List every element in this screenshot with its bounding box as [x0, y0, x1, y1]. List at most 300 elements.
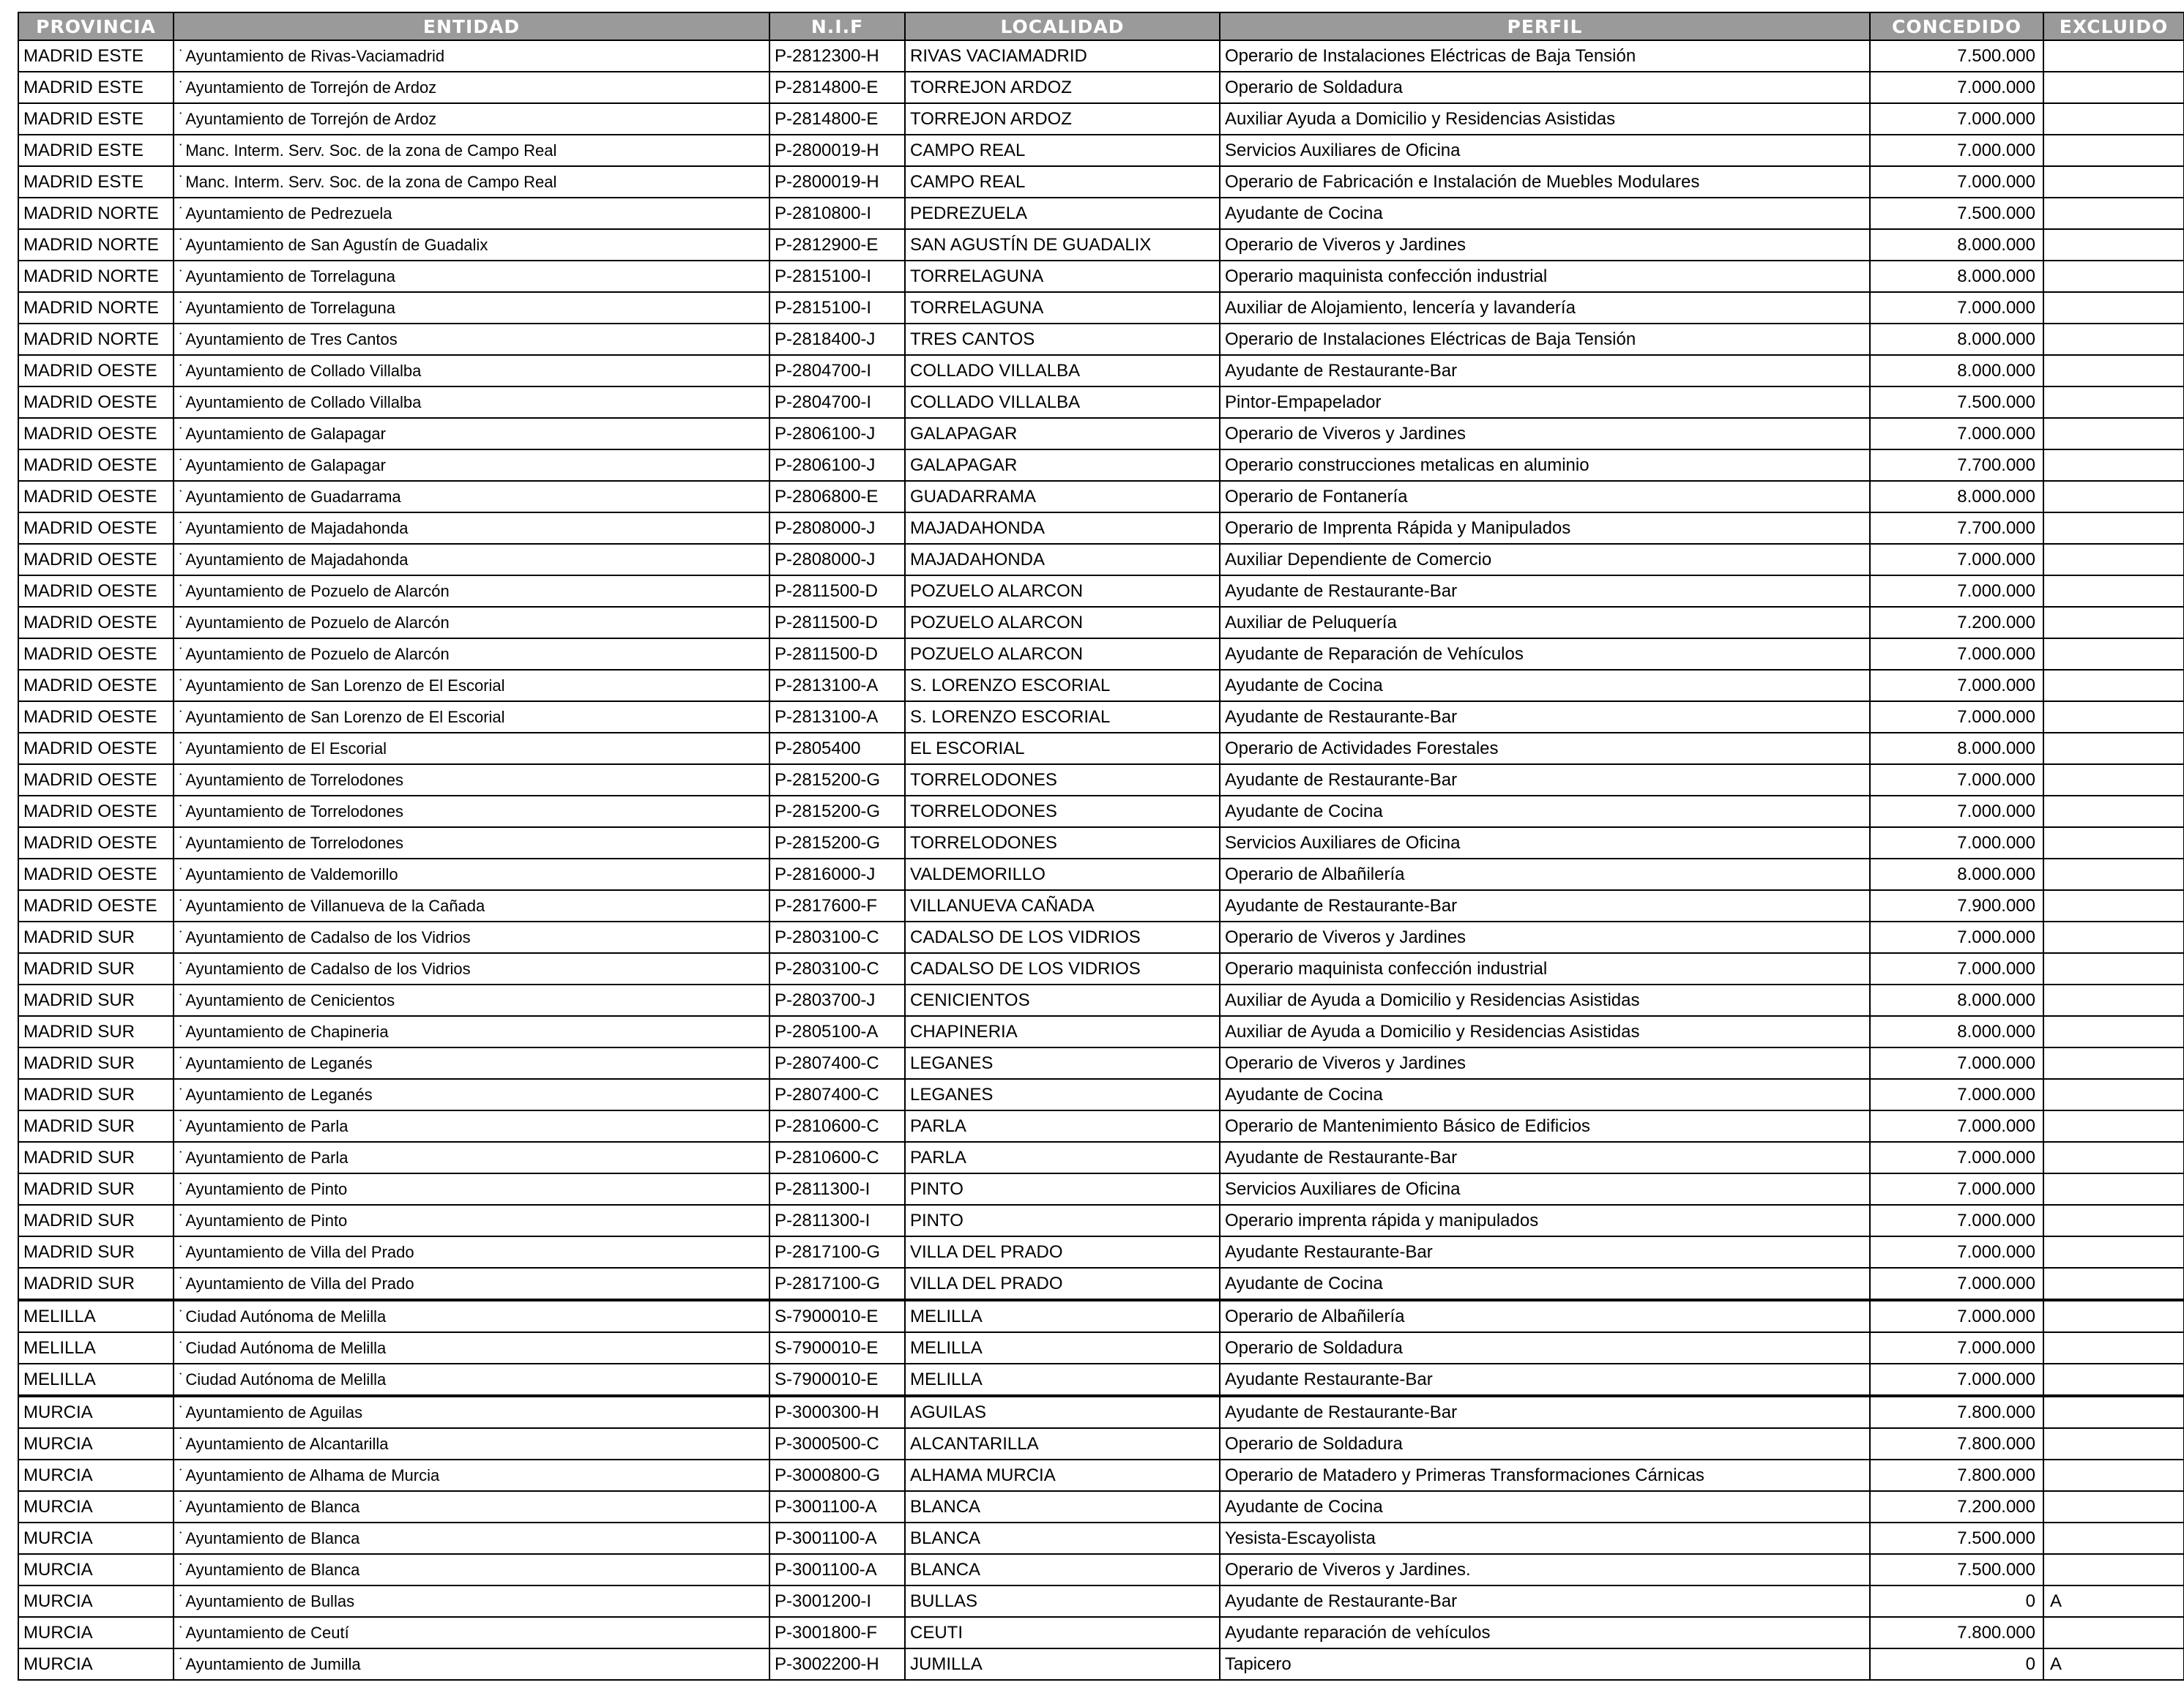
- cell-concedido[interactable]: 8.000.000: [1870, 261, 2043, 292]
- cell-perfil[interactable]: Ayudante reparación de vehículos: [1220, 1617, 1870, 1648]
- cell-concedido[interactable]: 7.000.000: [1870, 953, 2043, 985]
- cell-concedido[interactable]: 7.000.000: [1870, 135, 2043, 166]
- cell-entidad[interactable]: [174, 292, 769, 324]
- cell-concedido[interactable]: 7.000.000: [1870, 638, 2043, 670]
- cell-nif[interactable]: P-2814800-E: [769, 103, 905, 135]
- cell-nif[interactable]: P-2803100-C: [769, 953, 905, 985]
- cell-provincia[interactable]: MADRID OESTE: [18, 638, 174, 670]
- cell-provincia[interactable]: MADRID OESTE: [18, 764, 174, 796]
- cell-nif[interactable]: S-7900010-E: [769, 1332, 905, 1364]
- cell-provincia[interactable]: MADRID ESTE: [18, 103, 174, 135]
- cell-localidad[interactable]: CENICIENTOS: [905, 985, 1220, 1016]
- cell-excluido[interactable]: [2043, 1110, 2184, 1142]
- cell-localidad[interactable]: BULLAS: [905, 1585, 1220, 1617]
- cell-provincia[interactable]: MADRID SUR: [18, 1236, 174, 1268]
- cell-localidad[interactable]: BLANCA: [905, 1491, 1220, 1523]
- cell-perfil[interactable]: Operario imprenta rápida y manipulados: [1220, 1205, 1870, 1236]
- cell-excluido[interactable]: [2043, 827, 2184, 859]
- cell-localidad[interactable]: MAJADAHONDA: [905, 512, 1220, 544]
- cell-concedido[interactable]: 7.000.000: [1870, 827, 2043, 859]
- cell-nif[interactable]: P-2811500-D: [769, 575, 905, 607]
- cell-perfil[interactable]: Ayudante de Cocina: [1220, 670, 1870, 701]
- cell-excluido[interactable]: [2043, 355, 2184, 386]
- cell-entidad[interactable]: [174, 1523, 769, 1554]
- cell-perfil[interactable]: Ayudante de Restaurante-Bar: [1220, 355, 1870, 386]
- cell-perfil[interactable]: Operario de Albañilería: [1220, 859, 1870, 890]
- cell-provincia[interactable]: MURCIA: [18, 1648, 174, 1680]
- cell-localidad[interactable]: COLLADO VILLALBA: [905, 386, 1220, 418]
- cell-concedido[interactable]: 7.000.000: [1870, 1205, 2043, 1236]
- cell-provincia[interactable]: MADRID OESTE: [18, 481, 174, 512]
- cell-provincia[interactable]: MADRID SUR: [18, 985, 174, 1016]
- cell-nif[interactable]: P-3000800-G: [769, 1460, 905, 1491]
- cell-provincia[interactable]: MELILLA: [18, 1364, 174, 1396]
- cell-provincia[interactable]: MADRID SUR: [18, 1110, 174, 1142]
- cell-entidad[interactable]: [174, 575, 769, 607]
- cell-concedido[interactable]: 7.000.000: [1870, 166, 2043, 198]
- cell-concedido[interactable]: 7.800.000: [1870, 1396, 2043, 1428]
- cell-concedido[interactable]: 8.000.000: [1870, 859, 2043, 890]
- cell-nif[interactable]: P-2811300-I: [769, 1173, 905, 1205]
- cell-perfil[interactable]: Ayudante de Restaurante-Bar: [1220, 1396, 1870, 1428]
- cell-excluido[interactable]: [2043, 103, 2184, 135]
- cell-concedido[interactable]: 8.000.000: [1870, 229, 2043, 261]
- cell-localidad[interactable]: BLANCA: [905, 1554, 1220, 1585]
- cell-localidad[interactable]: CAMPO REAL: [905, 135, 1220, 166]
- cell-nif[interactable]: P-2811300-I: [769, 1205, 905, 1236]
- cell-localidad[interactable]: PARLA: [905, 1110, 1220, 1142]
- header-nif[interactable]: N.I.F: [769, 12, 905, 40]
- cell-excluido[interactable]: [2043, 1236, 2184, 1268]
- cell-localidad[interactable]: BLANCA: [905, 1523, 1220, 1554]
- cell-entidad[interactable]: [174, 1268, 769, 1300]
- cell-concedido[interactable]: 7.000.000: [1870, 701, 2043, 733]
- cell-nif[interactable]: P-3002200-H: [769, 1648, 905, 1680]
- cell-provincia[interactable]: MADRID OESTE: [18, 796, 174, 827]
- cell-concedido[interactable]: 7.000.000: [1870, 1236, 2043, 1268]
- cell-excluido[interactable]: [2043, 229, 2184, 261]
- cell-concedido[interactable]: 7.000.000: [1870, 1047, 2043, 1079]
- cell-provincia[interactable]: MADRID OESTE: [18, 575, 174, 607]
- cell-nif[interactable]: P-2811500-D: [769, 638, 905, 670]
- cell-excluido[interactable]: [2043, 985, 2184, 1016]
- cell-localidad[interactable]: ALCANTARILLA: [905, 1428, 1220, 1460]
- cell-perfil[interactable]: Servicios Auxiliares de Oficina: [1220, 827, 1870, 859]
- cell-perfil[interactable]: Operario de Instalaciones Eléctricas de Baja Tensión: [1220, 40, 1870, 72]
- cell-nif[interactable]: P-2808000-J: [769, 512, 905, 544]
- cell-nif[interactable]: P-2810600-C: [769, 1142, 905, 1173]
- cell-provincia[interactable]: MADRID OESTE: [18, 607, 174, 638]
- cell-entidad[interactable]: [174, 355, 769, 386]
- cell-entidad[interactable]: [174, 827, 769, 859]
- cell-entidad[interactable]: [174, 135, 769, 166]
- cell-excluido[interactable]: [2043, 1079, 2184, 1110]
- cell-perfil[interactable]: Ayudante de Restaurante-Bar: [1220, 890, 1870, 922]
- cell-nif[interactable]: P-2806100-J: [769, 449, 905, 481]
- cell-perfil[interactable]: Ayudante Restaurante-Bar: [1220, 1364, 1870, 1396]
- cell-provincia[interactable]: MADRID OESTE: [18, 827, 174, 859]
- cell-concedido[interactable]: 7.000.000: [1870, 103, 2043, 135]
- cell-nif[interactable]: P-3001100-A: [769, 1491, 905, 1523]
- cell-concedido[interactable]: 7.000.000: [1870, 1332, 2043, 1364]
- cell-provincia[interactable]: MADRID OESTE: [18, 701, 174, 733]
- cell-provincia[interactable]: MADRID SUR: [18, 1047, 174, 1079]
- cell-nif[interactable]: P-2815100-I: [769, 292, 905, 324]
- cell-localidad[interactable]: TRES CANTOS: [905, 324, 1220, 355]
- cell-perfil[interactable]: Auxiliar de Peluquería: [1220, 607, 1870, 638]
- cell-nif[interactable]: P-2812300-H: [769, 40, 905, 72]
- cell-localidad[interactable]: VILLANUEVA CAÑADA: [905, 890, 1220, 922]
- cell-excluido[interactable]: A: [2043, 1585, 2184, 1617]
- cell-concedido[interactable]: 8.000.000: [1870, 1016, 2043, 1047]
- cell-provincia[interactable]: MADRID SUR: [18, 953, 174, 985]
- cell-localidad[interactable]: COLLADO VILLALBA: [905, 355, 1220, 386]
- cell-localidad[interactable]: VILLA DEL PRADO: [905, 1236, 1220, 1268]
- cell-nif[interactable]: S-7900010-E: [769, 1364, 905, 1396]
- cell-localidad[interactable]: CEUTI: [905, 1617, 1220, 1648]
- cell-nif[interactable]: P-2815200-G: [769, 827, 905, 859]
- cell-entidad[interactable]: [174, 764, 769, 796]
- cell-entidad[interactable]: [174, 1491, 769, 1523]
- header-perfil[interactable]: PERFIL: [1220, 12, 1870, 40]
- cell-perfil[interactable]: Operario de Albañilería: [1220, 1300, 1870, 1332]
- cell-entidad[interactable]: [174, 1173, 769, 1205]
- cell-concedido[interactable]: 7.000.000: [1870, 1300, 2043, 1332]
- cell-concedido[interactable]: 7.500.000: [1870, 1523, 2043, 1554]
- cell-localidad[interactable]: SAN AGUSTÍN DE GUADALIX: [905, 229, 1220, 261]
- cell-entidad[interactable]: [174, 1332, 769, 1364]
- cell-localidad[interactable]: VILLA DEL PRADO: [905, 1268, 1220, 1300]
- cell-perfil[interactable]: Operario de Viveros y Jardines: [1220, 922, 1870, 953]
- cell-localidad[interactable]: GUADARRAMA: [905, 481, 1220, 512]
- cell-concedido[interactable]: 7.800.000: [1870, 1460, 2043, 1491]
- cell-perfil[interactable]: Operario de Viveros y Jardines: [1220, 229, 1870, 261]
- cell-excluido[interactable]: A: [2043, 1648, 2184, 1680]
- cell-concedido[interactable]: 7.000.000: [1870, 1268, 2043, 1300]
- cell-perfil[interactable]: Auxiliar de Alojamiento, lencería y lavandería: [1220, 292, 1870, 324]
- cell-excluido[interactable]: [2043, 1364, 2184, 1396]
- cell-localidad[interactable]: CADALSO DE LOS VIDRIOS: [905, 953, 1220, 985]
- cell-entidad[interactable]: [174, 701, 769, 733]
- cell-localidad[interactable]: CADALSO DE LOS VIDRIOS: [905, 922, 1220, 953]
- cell-localidad[interactable]: MAJADAHONDA: [905, 544, 1220, 575]
- cell-provincia[interactable]: MADRID OESTE: [18, 512, 174, 544]
- cell-entidad[interactable]: [174, 1236, 769, 1268]
- cell-localidad[interactable]: RIVAS VACIAMADRID: [905, 40, 1220, 72]
- cell-entidad[interactable]: [174, 386, 769, 418]
- cell-nif[interactable]: P-2807400-C: [769, 1047, 905, 1079]
- cell-excluido[interactable]: [2043, 1332, 2184, 1364]
- cell-entidad[interactable]: [174, 1428, 769, 1460]
- cell-excluido[interactable]: [2043, 1173, 2184, 1205]
- cell-concedido[interactable]: 7.000.000: [1870, 1142, 2043, 1173]
- cell-concedido[interactable]: 7.700.000: [1870, 449, 2043, 481]
- cell-excluido[interactable]: [2043, 261, 2184, 292]
- cell-concedido[interactable]: 8.000.000: [1870, 355, 2043, 386]
- cell-nif[interactable]: P-3001100-A: [769, 1554, 905, 1585]
- cell-perfil[interactable]: Ayudante de Cocina: [1220, 1491, 1870, 1523]
- cell-localidad[interactable]: CAMPO REAL: [905, 166, 1220, 198]
- cell-nif[interactable]: P-2815200-G: [769, 796, 905, 827]
- cell-nif[interactable]: P-2804700-I: [769, 386, 905, 418]
- cell-nif[interactable]: P-2812900-E: [769, 229, 905, 261]
- cell-provincia[interactable]: MADRID OESTE: [18, 355, 174, 386]
- cell-excluido[interactable]: [2043, 1142, 2184, 1173]
- cell-provincia[interactable]: MADRID NORTE: [18, 198, 174, 229]
- cell-perfil[interactable]: Operario de Viveros y Jardines.: [1220, 1554, 1870, 1585]
- cell-nif[interactable]: P-2818400-J: [769, 324, 905, 355]
- cell-excluido[interactable]: [2043, 324, 2184, 355]
- cell-concedido[interactable]: 7.500.000: [1870, 198, 2043, 229]
- cell-concedido[interactable]: 0: [1870, 1585, 2043, 1617]
- cell-perfil[interactable]: Tapicero: [1220, 1648, 1870, 1680]
- cell-excluido[interactable]: [2043, 638, 2184, 670]
- cell-nif[interactable]: P-2800019-H: [769, 135, 905, 166]
- cell-localidad[interactable]: POZUELO ALARCON: [905, 575, 1220, 607]
- cell-perfil[interactable]: Servicios Auxiliares de Oficina: [1220, 135, 1870, 166]
- cell-excluido[interactable]: [2043, 40, 2184, 72]
- cell-concedido[interactable]: 8.000.000: [1870, 733, 2043, 764]
- header-provincia[interactable]: PROVINCIA: [18, 12, 174, 40]
- cell-excluido[interactable]: [2043, 575, 2184, 607]
- cell-excluido[interactable]: [2043, 1617, 2184, 1648]
- cell-excluido[interactable]: [2043, 922, 2184, 953]
- cell-provincia[interactable]: MADRID SUR: [18, 922, 174, 953]
- cell-entidad[interactable]: [174, 1648, 769, 1680]
- cell-excluido[interactable]: [2043, 733, 2184, 764]
- cell-perfil[interactable]: Ayudante de Reparación de Vehículos: [1220, 638, 1870, 670]
- cell-concedido[interactable]: 7.000.000: [1870, 1364, 2043, 1396]
- cell-provincia[interactable]: MADRID OESTE: [18, 386, 174, 418]
- cell-perfil[interactable]: Auxiliar de Ayuda a Domicilio y Residencias Asistidas: [1220, 1016, 1870, 1047]
- cell-excluido[interactable]: [2043, 796, 2184, 827]
- cell-excluido[interactable]: [2043, 135, 2184, 166]
- cell-nif[interactable]: P-2803700-J: [769, 985, 905, 1016]
- cell-nif[interactable]: P-2817100-G: [769, 1236, 905, 1268]
- cell-entidad[interactable]: [174, 418, 769, 449]
- cell-localidad[interactable]: VALDEMORILLO: [905, 859, 1220, 890]
- cell-entidad[interactable]: [174, 1300, 769, 1332]
- cell-provincia[interactable]: MADRID OESTE: [18, 859, 174, 890]
- cell-provincia[interactable]: MADRID ESTE: [18, 40, 174, 72]
- cell-concedido[interactable]: 7.800.000: [1870, 1617, 2043, 1648]
- cell-entidad[interactable]: [174, 166, 769, 198]
- cell-concedido[interactable]: 7.800.000: [1870, 1428, 2043, 1460]
- cell-nif[interactable]: P-2808000-J: [769, 544, 905, 575]
- cell-concedido[interactable]: 7.000.000: [1870, 292, 2043, 324]
- cell-excluido[interactable]: [2043, 481, 2184, 512]
- cell-entidad[interactable]: [174, 670, 769, 701]
- cell-provincia[interactable]: MADRID OESTE: [18, 670, 174, 701]
- cell-excluido[interactable]: [2043, 953, 2184, 985]
- cell-localidad[interactable]: S. LORENZO ESCORIAL: [905, 670, 1220, 701]
- cell-excluido[interactable]: [2043, 670, 2184, 701]
- cell-provincia[interactable]: MADRID NORTE: [18, 229, 174, 261]
- cell-entidad[interactable]: [174, 1205, 769, 1236]
- cell-perfil[interactable]: Operario maquinista confección industrial: [1220, 953, 1870, 985]
- cell-concedido[interactable]: 7.900.000: [1870, 890, 2043, 922]
- cell-nif[interactable]: P-2813100-A: [769, 701, 905, 733]
- cell-nif[interactable]: P-2803100-C: [769, 922, 905, 953]
- cell-localidad[interactable]: PEDREZUELA: [905, 198, 1220, 229]
- cell-entidad[interactable]: [174, 1110, 769, 1142]
- cell-concedido[interactable]: 7.500.000: [1870, 40, 2043, 72]
- cell-provincia[interactable]: MADRID SUR: [18, 1079, 174, 1110]
- cell-excluido[interactable]: [2043, 449, 2184, 481]
- cell-excluido[interactable]: [2043, 1554, 2184, 1585]
- cell-provincia[interactable]: MADRID OESTE: [18, 733, 174, 764]
- cell-concedido[interactable]: 8.000.000: [1870, 481, 2043, 512]
- cell-entidad[interactable]: [174, 512, 769, 544]
- cell-excluido[interactable]: [2043, 544, 2184, 575]
- cell-nif[interactable]: P-2815200-G: [769, 764, 905, 796]
- cell-perfil[interactable]: Operario construcciones metalicas en aluminio: [1220, 449, 1870, 481]
- cell-concedido[interactable]: 7.700.000: [1870, 512, 2043, 544]
- cell-provincia[interactable]: MELILLA: [18, 1300, 174, 1332]
- cell-excluido[interactable]: [2043, 72, 2184, 103]
- cell-perfil[interactable]: Operario de Viveros y Jardines: [1220, 418, 1870, 449]
- cell-entidad[interactable]: [174, 72, 769, 103]
- cell-perfil[interactable]: Ayudante de Restaurante-Bar: [1220, 1142, 1870, 1173]
- cell-entidad[interactable]: [174, 481, 769, 512]
- cell-provincia[interactable]: MADRID OESTE: [18, 418, 174, 449]
- cell-nif[interactable]: P-2807400-C: [769, 1079, 905, 1110]
- cell-provincia[interactable]: MADRID SUR: [18, 1268, 174, 1300]
- cell-entidad[interactable]: [174, 1396, 769, 1428]
- cell-concedido[interactable]: 7.000.000: [1870, 1110, 2043, 1142]
- cell-concedido[interactable]: 7.000.000: [1870, 922, 2043, 953]
- cell-perfil[interactable]: Operario de Matadero y Primeras Transformaciones Cárnicas: [1220, 1460, 1870, 1491]
- cell-localidad[interactable]: EL ESCORIAL: [905, 733, 1220, 764]
- cell-excluido[interactable]: [2043, 1491, 2184, 1523]
- cell-localidad[interactable]: TORRELODONES: [905, 764, 1220, 796]
- cell-entidad[interactable]: [174, 796, 769, 827]
- cell-concedido[interactable]: 7.000.000: [1870, 1079, 2043, 1110]
- cell-entidad[interactable]: [174, 638, 769, 670]
- cell-localidad[interactable]: POZUELO ALARCON: [905, 607, 1220, 638]
- cell-perfil[interactable]: Ayudante de Restaurante-Bar: [1220, 575, 1870, 607]
- cell-perfil[interactable]: Operario de Fontanería: [1220, 481, 1870, 512]
- cell-entidad[interactable]: [174, 922, 769, 953]
- cell-provincia[interactable]: MURCIA: [18, 1428, 174, 1460]
- cell-perfil[interactable]: Ayudante de Cocina: [1220, 198, 1870, 229]
- cell-provincia[interactable]: MELILLA: [18, 1332, 174, 1364]
- cell-nif[interactable]: P-2810800-I: [769, 198, 905, 229]
- cell-localidad[interactable]: MELILLA: [905, 1300, 1220, 1332]
- cell-provincia[interactable]: MADRID ESTE: [18, 166, 174, 198]
- cell-provincia[interactable]: MURCIA: [18, 1585, 174, 1617]
- cell-perfil[interactable]: Operario de Mantenimiento Básico de Edificios: [1220, 1110, 1870, 1142]
- cell-perfil[interactable]: Auxiliar Ayuda a Domicilio y Residencias Asistidas: [1220, 103, 1870, 135]
- cell-concedido[interactable]: 7.000.000: [1870, 72, 2043, 103]
- cell-concedido[interactable]: 7.000.000: [1870, 764, 2043, 796]
- cell-perfil[interactable]: Servicios Auxiliares de Oficina: [1220, 1173, 1870, 1205]
- cell-perfil[interactable]: Ayudante de Cocina: [1220, 1268, 1870, 1300]
- cell-localidad[interactable]: ALHAMA MURCIA: [905, 1460, 1220, 1491]
- cell-localidad[interactable]: TORRELAGUNA: [905, 292, 1220, 324]
- cell-provincia[interactable]: MURCIA: [18, 1460, 174, 1491]
- cell-localidad[interactable]: TORRELODONES: [905, 827, 1220, 859]
- cell-concedido[interactable]: 7.000.000: [1870, 575, 2043, 607]
- cell-provincia[interactable]: MADRID NORTE: [18, 292, 174, 324]
- cell-nif[interactable]: P-2806800-E: [769, 481, 905, 512]
- cell-excluido[interactable]: [2043, 701, 2184, 733]
- header-excluido[interactable]: EXCLUIDO: [2043, 12, 2184, 40]
- cell-provincia[interactable]: MADRID NORTE: [18, 261, 174, 292]
- cell-concedido[interactable]: 7.500.000: [1870, 1554, 2043, 1585]
- cell-entidad[interactable]: [174, 1364, 769, 1396]
- cell-nif[interactable]: P-2816000-J: [769, 859, 905, 890]
- cell-perfil[interactable]: Operario maquinista confección industrial: [1220, 261, 1870, 292]
- cell-nif[interactable]: S-7900010-E: [769, 1300, 905, 1332]
- cell-provincia[interactable]: MADRID OESTE: [18, 449, 174, 481]
- cell-perfil[interactable]: Pintor-Empapelador: [1220, 386, 1870, 418]
- cell-entidad[interactable]: [174, 1460, 769, 1491]
- cell-perfil[interactable]: Operario de Soldadura: [1220, 1332, 1870, 1364]
- cell-localidad[interactable]: PINTO: [905, 1173, 1220, 1205]
- cell-perfil[interactable]: Ayudante de Restaurante-Bar: [1220, 764, 1870, 796]
- cell-excluido[interactable]: [2043, 859, 2184, 890]
- cell-excluido[interactable]: [2043, 1047, 2184, 1079]
- cell-concedido[interactable]: 7.000.000: [1870, 544, 2043, 575]
- cell-perfil[interactable]: Operario de Instalaciones Eléctricas de Baja Tensión: [1220, 324, 1870, 355]
- cell-localidad[interactable]: MELILLA: [905, 1364, 1220, 1396]
- header-entidad[interactable]: ENTIDAD: [174, 12, 769, 40]
- cell-excluido[interactable]: [2043, 1396, 2184, 1428]
- cell-entidad[interactable]: [174, 890, 769, 922]
- cell-nif[interactable]: P-2817600-F: [769, 890, 905, 922]
- cell-provincia[interactable]: MURCIA: [18, 1491, 174, 1523]
- cell-entidad[interactable]: [174, 261, 769, 292]
- cell-localidad[interactable]: GALAPAGAR: [905, 418, 1220, 449]
- cell-localidad[interactable]: LEGANES: [905, 1079, 1220, 1110]
- cell-localidad[interactable]: GALAPAGAR: [905, 449, 1220, 481]
- cell-nif[interactable]: P-2813100-A: [769, 670, 905, 701]
- cell-localidad[interactable]: JUMILLA: [905, 1648, 1220, 1680]
- cell-concedido[interactable]: 7.500.000: [1870, 386, 2043, 418]
- cell-provincia[interactable]: MADRID NORTE: [18, 324, 174, 355]
- cell-perfil[interactable]: Ayudante de Cocina: [1220, 1079, 1870, 1110]
- cell-localidad[interactable]: TORRELODONES: [905, 796, 1220, 827]
- cell-localidad[interactable]: PARLA: [905, 1142, 1220, 1173]
- cell-perfil[interactable]: Ayudante de Cocina: [1220, 796, 1870, 827]
- cell-entidad[interactable]: [174, 1047, 769, 1079]
- cell-provincia[interactable]: MADRID OESTE: [18, 544, 174, 575]
- header-concedido[interactable]: CONCEDIDO: [1870, 12, 2043, 40]
- cell-excluido[interactable]: [2043, 166, 2184, 198]
- header-localidad[interactable]: LOCALIDAD: [905, 12, 1220, 40]
- cell-nif[interactable]: P-2815100-I: [769, 261, 905, 292]
- cell-perfil[interactable]: Ayudante de Restaurante-Bar: [1220, 701, 1870, 733]
- cell-entidad[interactable]: [174, 198, 769, 229]
- cell-perfil[interactable]: Auxiliar de Ayuda a Domicilio y Residencias Asistidas: [1220, 985, 1870, 1016]
- cell-provincia[interactable]: MURCIA: [18, 1523, 174, 1554]
- cell-nif[interactable]: P-3000300-H: [769, 1396, 905, 1428]
- cell-entidad[interactable]: [174, 1016, 769, 1047]
- cell-nif[interactable]: P-2800019-H: [769, 166, 905, 198]
- cell-provincia[interactable]: MURCIA: [18, 1554, 174, 1585]
- cell-excluido[interactable]: [2043, 512, 2184, 544]
- cell-localidad[interactable]: TORRELAGUNA: [905, 261, 1220, 292]
- cell-entidad[interactable]: [174, 1079, 769, 1110]
- cell-entidad[interactable]: [174, 1554, 769, 1585]
- cell-excluido[interactable]: [2043, 607, 2184, 638]
- cell-provincia[interactable]: MADRID SUR: [18, 1142, 174, 1173]
- cell-entidad[interactable]: [174, 859, 769, 890]
- cell-entidad[interactable]: [174, 953, 769, 985]
- cell-entidad[interactable]: [174, 1585, 769, 1617]
- cell-nif[interactable]: P-2805100-A: [769, 1016, 905, 1047]
